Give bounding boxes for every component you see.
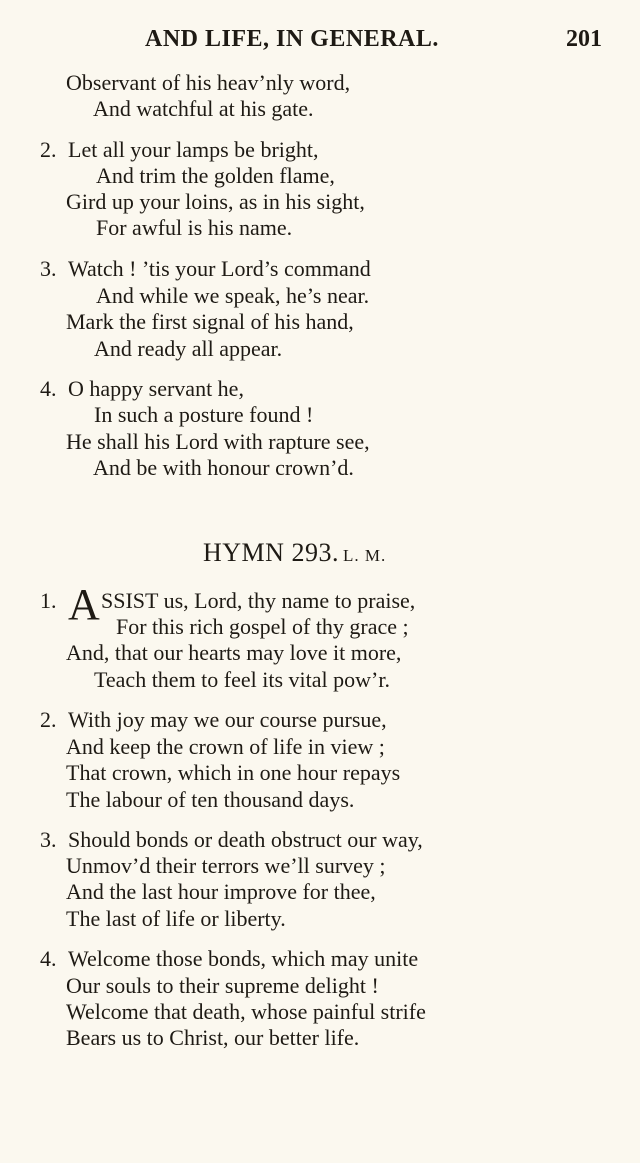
verse-line: Watch ! ’tis your Lord’s command [68,256,371,281]
verse-line: Unmov’d their terrors we’ll survey ; [66,853,386,878]
verse-line: And trim the golden flame, [96,163,335,188]
hymn-title [203,538,386,568]
stanza-number: 1. [40,588,57,613]
verse-line: And ready all appear. [94,336,283,361]
verse-line: Observant of his heav’nly word, [66,70,351,95]
verse-line: The last of life or liberty. [66,906,286,931]
verse-line: And the last hour improve for thee, [66,879,376,904]
stanza-number: 4. [40,376,57,401]
running-head: AND LIFE, IN GENERAL. [145,26,439,52]
verse-line: For awful is his name. [96,215,293,240]
stanza-number: 2. [40,137,57,162]
stanza-number: 3. [40,256,57,281]
verse-line: For this rich gospel of thy grace ; [116,614,409,639]
verse-line: Let all your lamps be bright, [68,137,319,162]
hymn-meter: L. M. [342,546,387,565]
verse-line: The labour of ten thousand days. [66,787,355,812]
verse-line: Welcome that death, whose painful strife [66,999,426,1024]
verse-line: And watchful at his gate. [93,96,314,121]
page-number: 201 [566,26,602,52]
page-header [0,26,640,58]
drop-cap: A [68,580,100,629]
verse-line: In such a posture found ! [94,402,314,427]
verse-line: And, that our hearts may love it more, [66,640,402,665]
verse-line: And while we speak, he’s near. [96,283,370,308]
verse-line: Mark the first signal of his hand, [66,309,354,334]
hymn-number: HYMN 293. [203,538,339,567]
stanza-number: 4. [40,946,57,971]
verse-line: That crown, which in one hour repays [66,760,401,785]
verse-line: He shall his Lord with rapture see, [66,429,370,454]
stanza-number: 2. [40,707,57,732]
verse-line: SSIST us, Lord, thy name to praise, [101,588,416,613]
verse-line: And be with honour crown’d. [93,455,354,480]
verse-line: Our souls to their supreme delight ! [66,973,379,998]
verse-line: Welcome those bonds, which may unite [68,946,419,971]
verse-line: Gird up your loins, as in his sight, [66,189,365,214]
verse-line: With joy may we our course pursue, [68,707,387,732]
verse-line: And keep the crown of life in view ; [66,734,385,759]
stanza-number: 3. [40,827,57,852]
verse-line: Bears us to Christ, our better life. [66,1025,360,1050]
verse-line: O happy servant he, [68,376,244,401]
verse-line: Teach them to feel its vital pow’r. [94,667,390,692]
verse-line: Should bonds or death obstruct our way, [68,827,423,852]
